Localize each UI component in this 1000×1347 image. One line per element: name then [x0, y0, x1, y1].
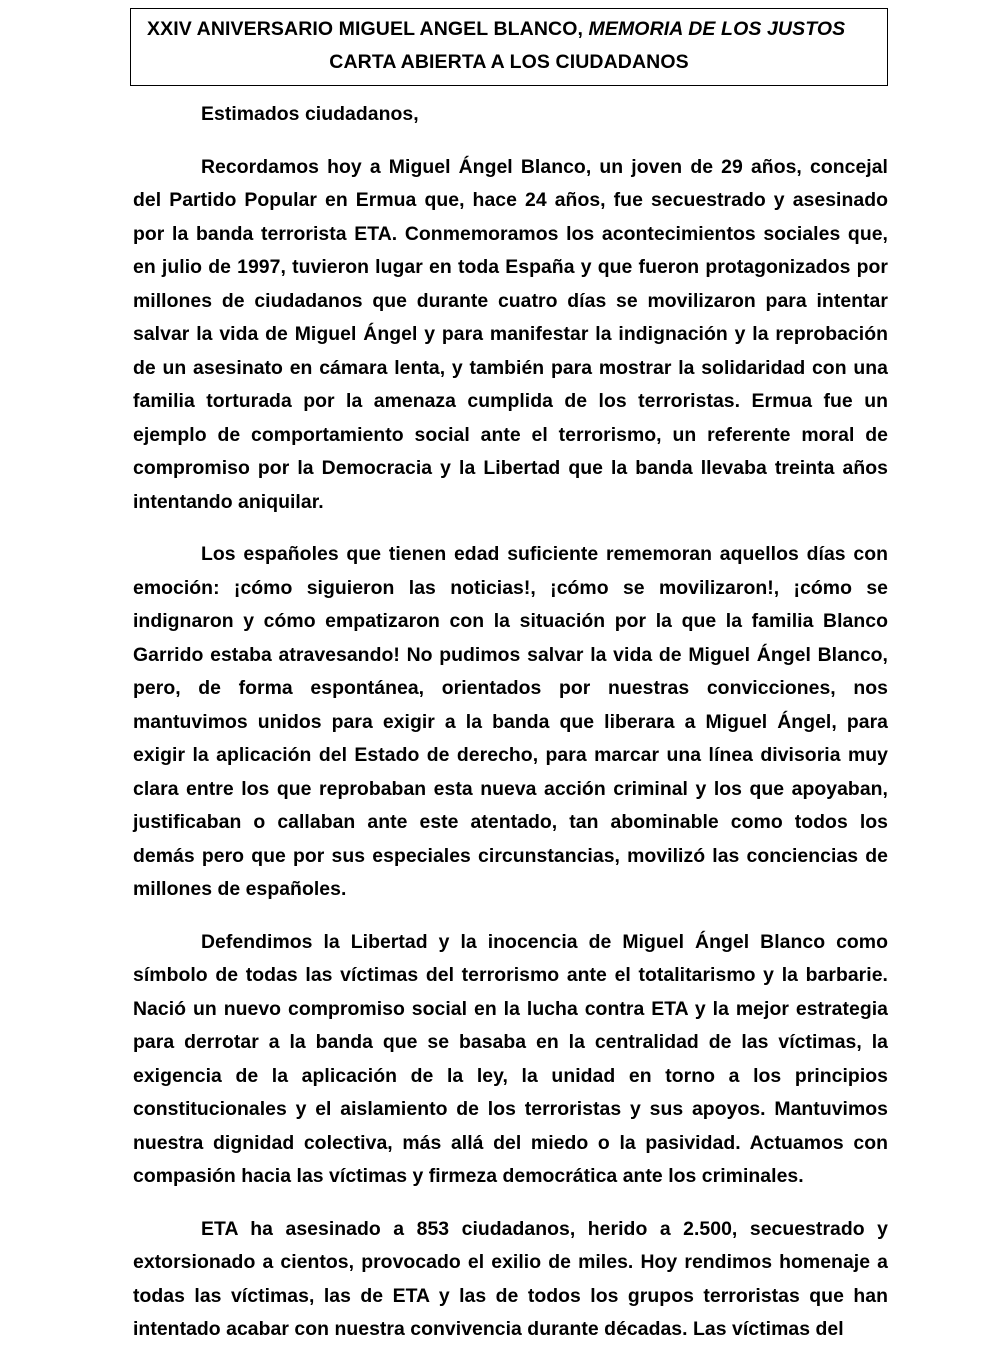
document-title-italic: MEMORIA DE LOS JUSTOS [588, 18, 846, 40]
paragraph-1: Recordamos hoy a Miguel Ángel Blanco, un joven de 29 años, concejal del Partido Popular en Ermua que, hace 24 años, fue secuestrado y asesinado por la banda terrorista ETA. Conmemoramos los acontecimientos sociales que, en julio de 1997, tuvieron lugar en toda España y que fueron protagonizados por millones de ciudadanos que durante cuatro días se movilizaron para intentar salvar la vida de Miguel Ángel y para manifestar la indignación y la reprobación de un asesinato en cámara lenta, y también para mostrar la solidaridad con una familia torturada por la amenaza cumplida de los terroristas. Ermua fue un ejemplo de comportamiento social ante el terrorismo, un referente moral de compromiso por la Democracia y la Libertad que la banda llevaba treinta años intentando aniquilar. [133, 155, 888, 513]
paragraph-2: Los españoles que tienen edad suficiente rememoran aquellos días con emoción: ¡cómo siguieron las noticias!, ¡cómo se movilizaron!, ¡cómo se indignaron y cómo empatizaron con la situación por la que la familia Blanco Garrido estaba atravesando! No pudimos salvar la vida de Miguel Ángel Blanco, pero, de forma espontánea, orientados por nuestras convicciones, nos mantuvimos unidos para exigir a la banda que liberara a Miguel Ángel, para exigir la aplicación del Estado de derecho, para marcar una línea divisoria muy clara entre los que reprobaban esta nueva acción criminal y los que apoyaban, justificaban o callaban ante este atentado, tan abominable como todos los demás pero que por sus especiales circunstancias, movilizó las conciencias de millones de españoles. [133, 543, 888, 900]
document-title-main: XXIV ANIVERSARIO MIGUEL ANGEL BLANCO, [147, 18, 589, 40]
paragraph-salutation: Estimados ciudadanos, [201, 103, 419, 125]
document-subtitle: CARTA ABIERTA A LOS CIUDADANOS [329, 51, 689, 74]
paragraph-4: ETA ha asesinado a 853 ciudadanos, herido a 2.500, secuestrado y extorsionado a cientos, provocado el exilio de miles. Hoy rendimos homenaje a todas las víctimas, las de ETA y las de todos los grupos terroristas que han intentado acabar con nuestra convivencia durante décadas. Las víctimas del [133, 1217, 888, 1340]
paragraph-3: Defendimos la Libertad y la inocencia de Miguel Ángel Blanco como símbolo de todas las víctimas del terrorismo ante el totalitarismo y la barbarie. Nació un nuevo compromiso social en la lucha contra ETA y la mejor estrategia para derrotar a la banda que se basaba en la centralidad de las víctimas, la exigencia de la aplicación de la ley, la unidad en torno a los principios constitucionales y el aislamiento de los terroristas y sus apoyos. Mantuvimos nuestra dignidad colectiva, más allá del miedo o la pasividad. Actuamos con compasión hacia las víctimas y firmeza democrática ante los criminales. [133, 930, 888, 1187]
document-title [141, 17, 877, 41]
document-body [133, 98, 888, 1347]
document-header-box [130, 8, 888, 86]
